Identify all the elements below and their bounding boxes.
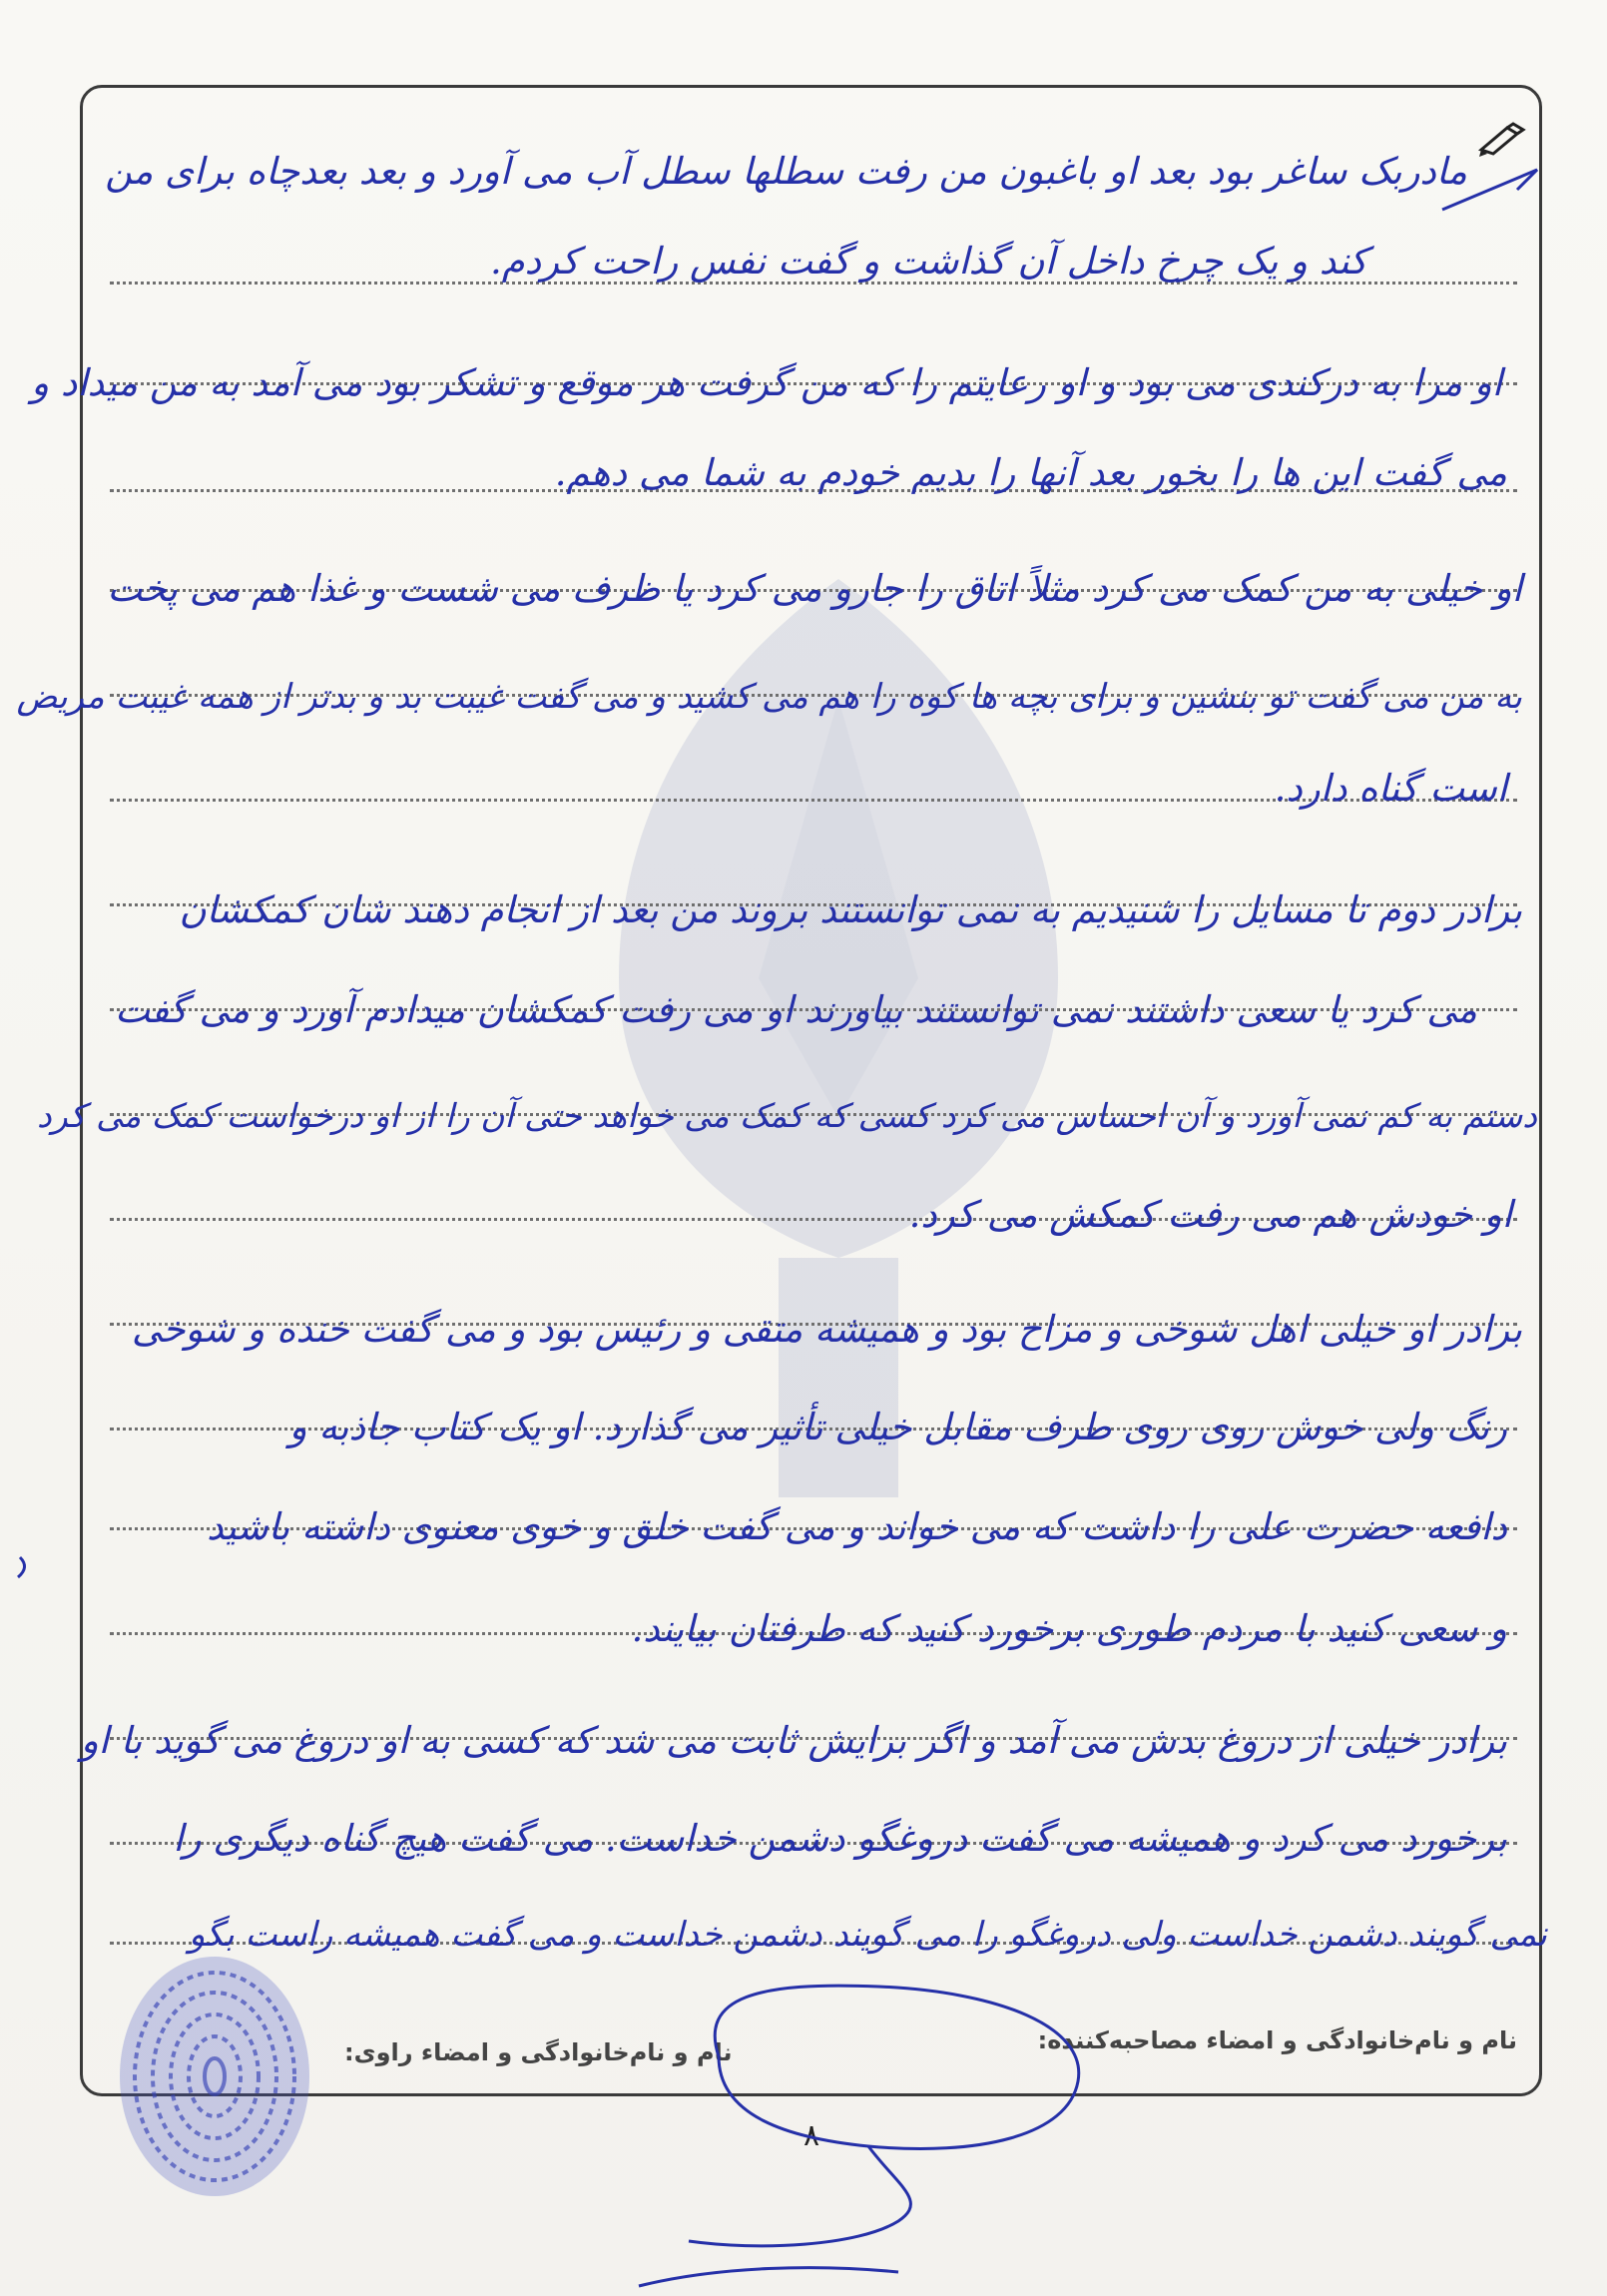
handwritten-line-2: کند و یک چرخ داخل آن گذاشت و گفت نفس راحت کردم. — [489, 240, 1367, 283]
interviewer-signature-label: نام و نام‌خانوادگی و امضاء مصاحبه‌کننده: — [1037, 2026, 1517, 2054]
handwritten-line-1: مادربک ساغر بود بعد او باغبون من رفت سطلها سطل آب می آورد و بعد بعدچاه برای من — [105, 150, 1467, 193]
handwritten-line-12: برادر او خیلی اهل شوخی و مزاح بود و همیشه متقی و رئیس بود و می گفت خنده و شوخی — [131, 1308, 1522, 1351]
handwritten-line-13: رنگ ولی خوش روی روی طرف مقابل خیلی تأثیر می گذارد. او یک کتاب جاذبه و — [288, 1406, 1507, 1448]
page-number: ۸ — [804, 2118, 820, 2153]
handwritten-line-14: دافعه حضرت علی را داشت که می خواند و می گفت خلق و خوی معنوی داشته باشید — [207, 1505, 1507, 1548]
handwritten-line-3: او مرا به درکندی می بود و او رعایتم را که من گرفت هر موقع و تشکر بود می آمد به من میداد و — [31, 361, 1502, 404]
pen-icon — [1477, 120, 1527, 158]
handwritten-line-7: است گناه دارد. — [1274, 767, 1507, 810]
handwritten-line-5: او خیلی به من کمک می کرد مثلاً اتاق را جارو می کرد یا ظرف می شست و غذا هم می پخت — [107, 567, 1522, 610]
handwritten-line-15: و سعی کنید با مردم طوری برخورد کنید که طرفتان بیایند. — [631, 1607, 1507, 1650]
handwritten-line-6: به من می گفت تو بنشین و برای بچه ها کوه را هم می کشید و می گفت غیبت بد و بدتر از همه غیبت مریض — [16, 677, 1522, 717]
handwritten-line-17: برخورد می کرد و همیشه می گفت دروغگو دشمن خداست. می گفت هیچ گناه دیگری را — [173, 1817, 1507, 1860]
handwritten-line-16: برادر خیلی از دروغ بدش می آمد و اگر برایش ثابت می شد که کسی به او دروغ می گوید با او — [80, 1719, 1507, 1762]
handwritten-line-10: دستم به کم نمی آورد و آن احساس می کرد کسی که کمک می خواهد حتی آن را از او درخواست کمک می کرد — [37, 1096, 1537, 1135]
handwritten-line-8: برادر دوم تا مسایل را شنیدیم به نمی توانستند بروند من بعد از انجام دهند شان کمکشان — [179, 888, 1522, 931]
handwritten-line-18: نمی گویند دشمن خداست ولی دروغگو را می گویند دشمن خداست و می گفت همیشه راست بگو — [188, 1915, 1547, 1955]
narrator-signature-label: نام و نام‌خانوادگی و امضاء راوی: — [344, 2038, 733, 2066]
handwritten-line-4: می گفت این ها را بخور بعد آنها را بدیم خودم به شما می دهم. — [554, 451, 1507, 494]
handwritten-line-9: می کرد یا سعی داشتند نمی توانستند بیاورند او می رفت کمکشان میدادم آورد و می گفت — [115, 988, 1477, 1031]
handwritten-line-11: او خودش هم می رفت کمکش می کرد. — [908, 1193, 1512, 1236]
